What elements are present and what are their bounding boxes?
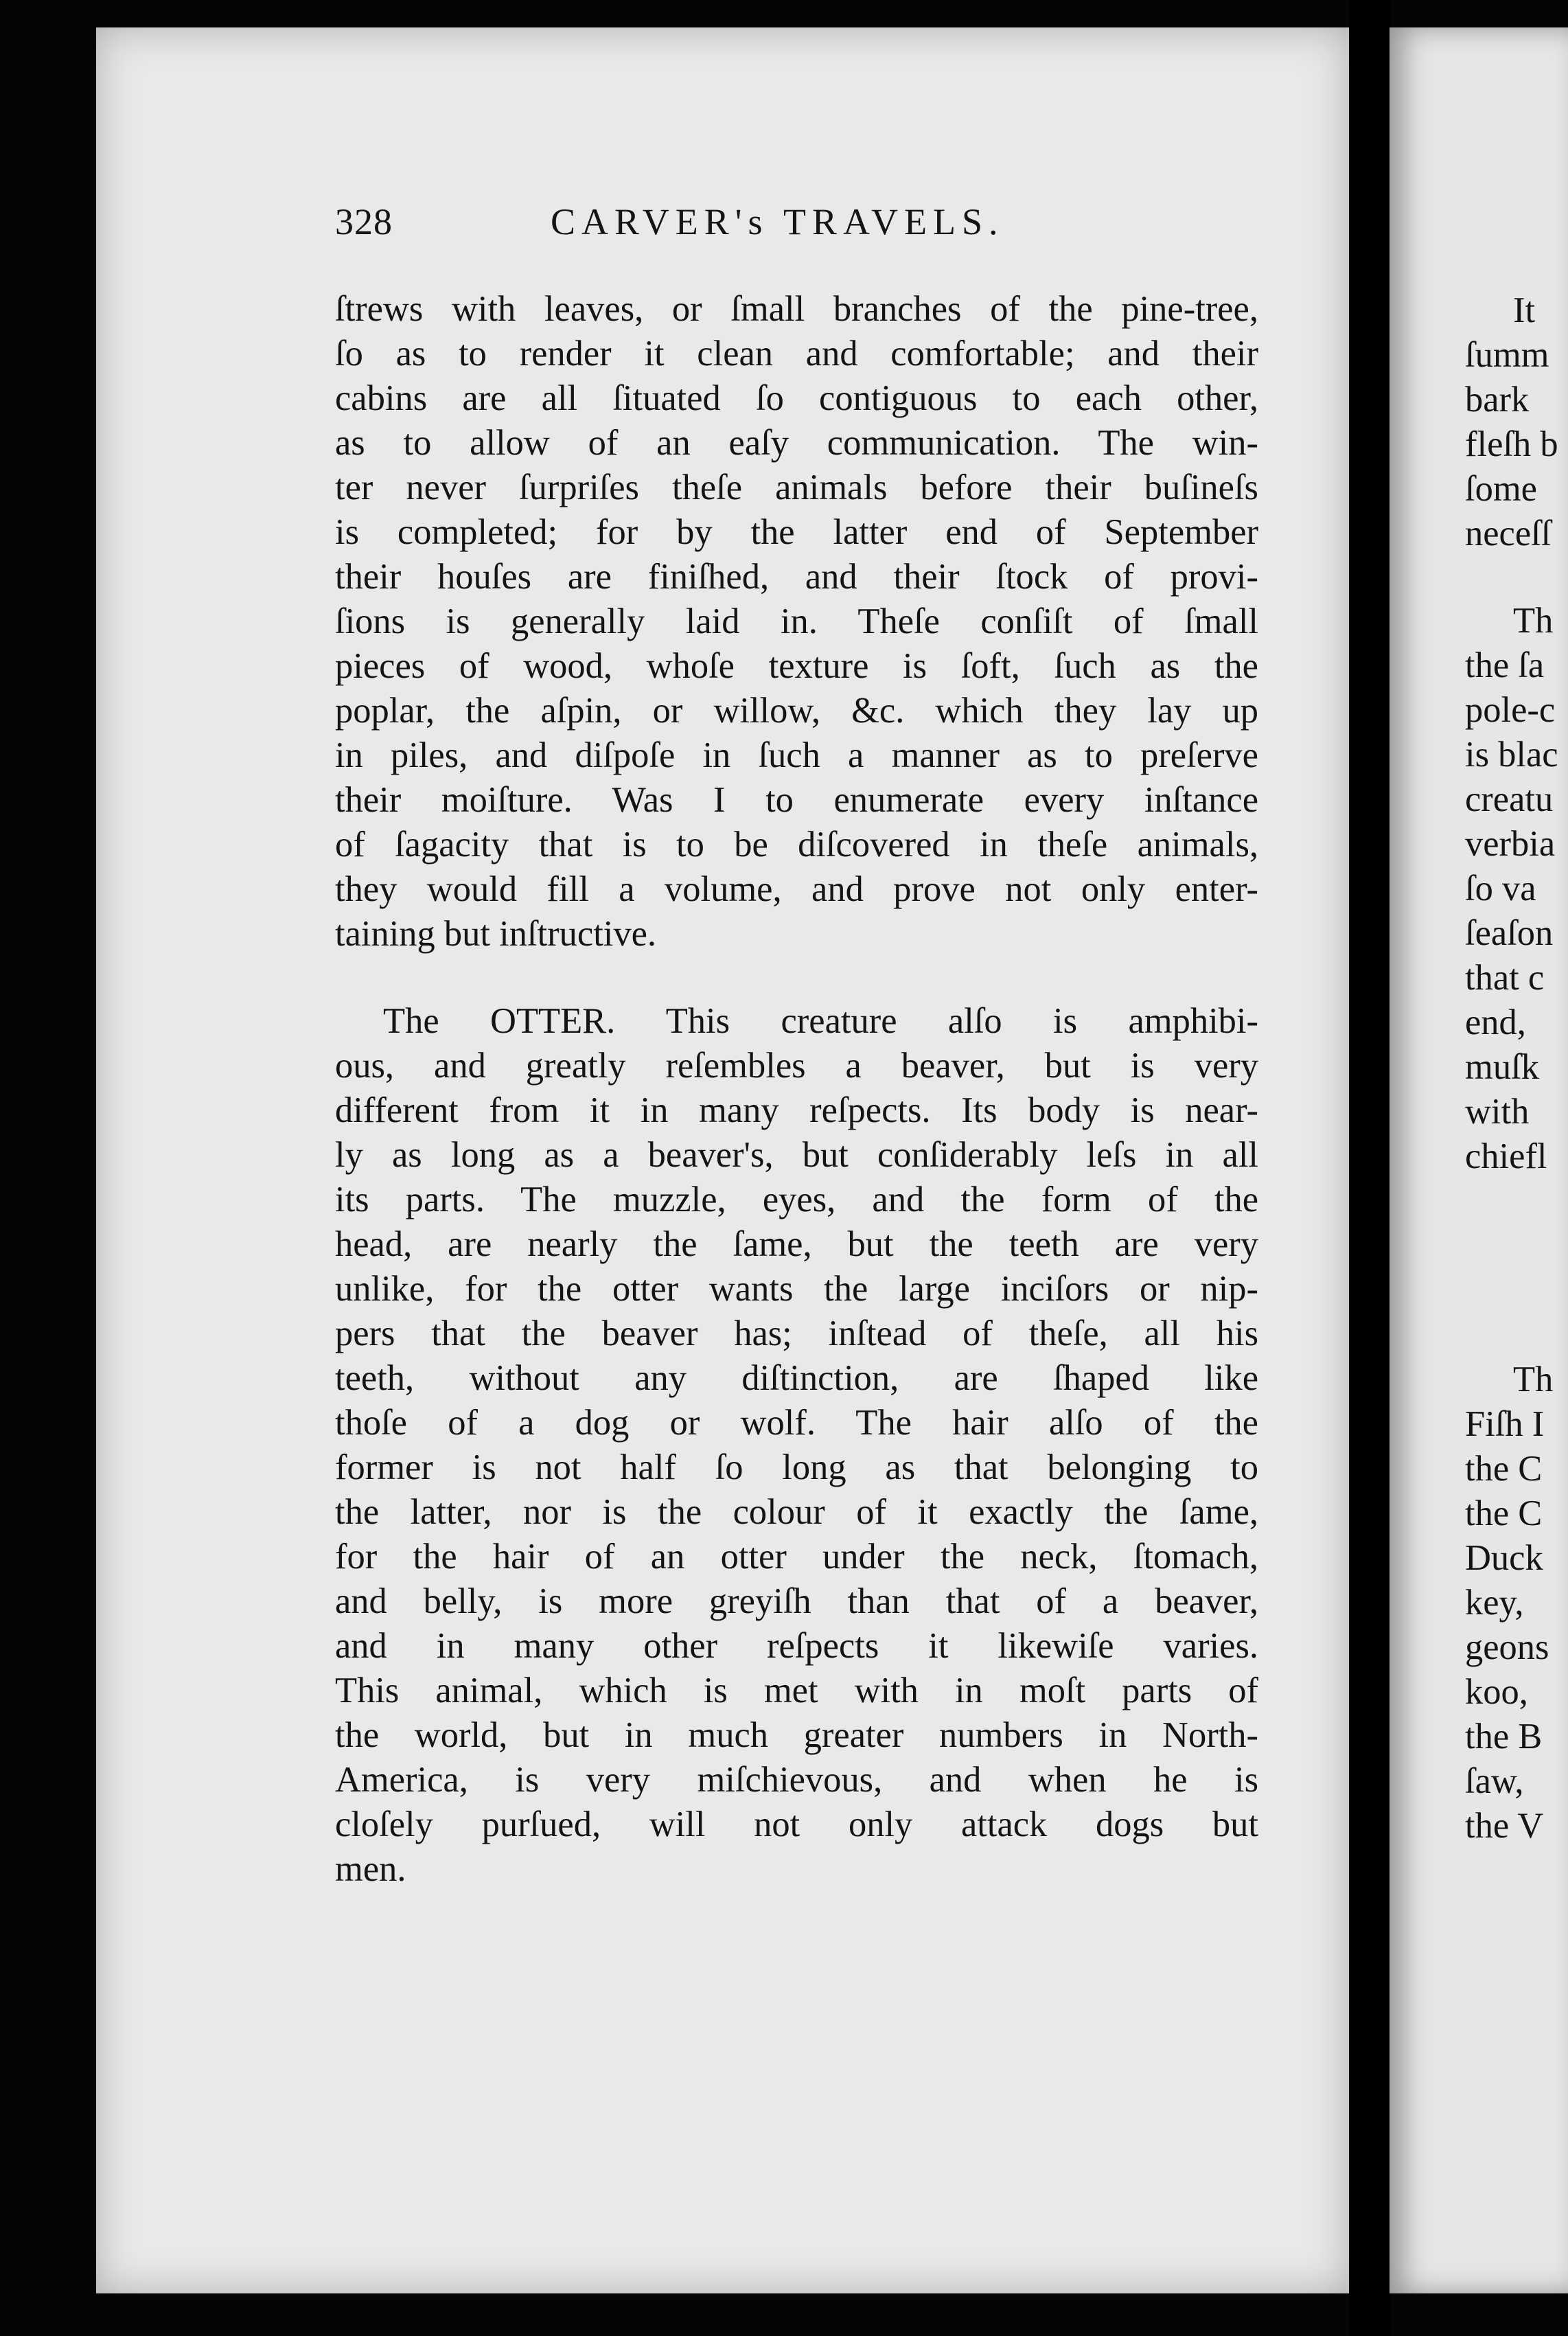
facing-text-line: ſeaſon bbox=[1465, 913, 1554, 953]
facing-text-line: Fiſh I bbox=[1465, 1404, 1545, 1444]
text-line: ly as long as a beaver's, but conſiderably leſs in all bbox=[335, 1135, 1258, 1175]
text-line: their houſes are finiſhed, and their ſtock of provi- bbox=[335, 557, 1258, 597]
facing-text-line: fleſh b bbox=[1465, 424, 1558, 464]
text-line: ſions is generally laid in. Theſe conſiſt of ſmall bbox=[335, 602, 1258, 641]
facing-text-line: bark bbox=[1465, 380, 1530, 420]
facing-text-line: the V bbox=[1465, 1806, 1544, 1846]
text-line: cloſely purſued, will not only attack dogs but bbox=[335, 1805, 1258, 1844]
text-line: teeth, without any diſtinction, are ſhaped like bbox=[335, 1358, 1258, 1398]
facing-text-line: the C bbox=[1465, 1449, 1543, 1489]
facing-text-line: Th bbox=[1513, 1360, 1554, 1399]
text-line: the latter, nor is the colour of it exactly the ſame, bbox=[335, 1492, 1258, 1532]
text-line: its parts. The muzzle, eyes, and the form of the bbox=[335, 1180, 1258, 1219]
paragraph-beaver-continued bbox=[335, 287, 1258, 957]
facing-text-line: key, bbox=[1465, 1583, 1524, 1623]
facing-text-line: verbia bbox=[1465, 824, 1556, 864]
text-line: they would fill a volume, and prove not only enter- bbox=[335, 869, 1258, 909]
text-line: pers that the beaver has; inſtead of theſe, all his bbox=[335, 1314, 1258, 1353]
text-line: taining but inſtructive. bbox=[335, 914, 657, 954]
facing-text-line: the C bbox=[1465, 1493, 1543, 1533]
book-gutter bbox=[1349, 0, 1390, 2336]
page-header bbox=[335, 201, 1255, 249]
facing-text-line: end, bbox=[1465, 1003, 1526, 1042]
text-line: their moiſture. Was I to enumerate every inſtance bbox=[335, 780, 1258, 820]
text-line: for the hair of an otter under the neck, ſtomach, bbox=[335, 1537, 1258, 1577]
text-line: and in many other reſpects it likewiſe varies. bbox=[335, 1626, 1258, 1666]
facing-text-line: geons bbox=[1465, 1627, 1549, 1667]
facing-text-line: Duck bbox=[1465, 1538, 1543, 1578]
text-line: head, are nearly the ſame, but the teeth are very bbox=[335, 1224, 1258, 1264]
text-line: poplar, the aſpin, or willow, &c. which they lay up bbox=[335, 691, 1258, 731]
text-line: cabins are all ſituated ſo contiguous to each other, bbox=[335, 378, 1258, 418]
text-line: in piles, and diſpoſe in ſuch a manner as to preſerve bbox=[335, 735, 1258, 775]
paragraph-otter bbox=[335, 999, 1258, 1892]
facing-text-line: chiefl bbox=[1465, 1136, 1547, 1176]
facing-text-line: creatu bbox=[1465, 779, 1554, 819]
text-line: ter never ſurpriſes theſe animals before their buſineſs bbox=[335, 468, 1258, 507]
text-line: ous, and greatly reſembles a beaver, but is very bbox=[335, 1046, 1258, 1086]
facing-text-line: the B bbox=[1465, 1717, 1543, 1756]
running-head: CARVER's TRAVELS. bbox=[551, 201, 1004, 242]
text-line: different from it in many reſpects. Its body is near- bbox=[335, 1090, 1258, 1130]
facing-text-line: pole-c bbox=[1465, 690, 1556, 730]
book-page-right bbox=[1390, 27, 1568, 2293]
text-line: The OTTER. This creature alſo is amphibi- bbox=[383, 1001, 1258, 1041]
facing-text-line: ſumm bbox=[1465, 335, 1549, 375]
text-line: men. bbox=[335, 1849, 406, 1889]
text-line: America, is very miſchievous, and when he is bbox=[335, 1760, 1258, 1800]
page-number: 328 bbox=[335, 201, 393, 242]
text-line: pieces of wood, whoſe texture is ſoft, ſuch as the bbox=[335, 646, 1258, 686]
facing-text-line: neceſſ bbox=[1465, 514, 1552, 553]
facing-page-block-3 bbox=[1465, 1358, 1553, 1848]
facing-text-line: Th bbox=[1513, 601, 1554, 641]
text-line: and belly, is more greyiſh than that of a beaver, bbox=[335, 1581, 1258, 1621]
text-line: former is not half ſo long as that belonging to bbox=[335, 1447, 1258, 1487]
facing-page-block-1 bbox=[1465, 288, 1558, 556]
text-line: This animal, which is met with in moſt parts of bbox=[335, 1671, 1258, 1710]
text-line: the world, but in much greater numbers in North- bbox=[335, 1715, 1258, 1755]
facing-text-line: koo, bbox=[1465, 1672, 1528, 1712]
facing-text-line: the ſa bbox=[1465, 645, 1545, 685]
text-line: is completed; for by the latter end of September bbox=[335, 512, 1258, 552]
facing-text-line: ſome bbox=[1465, 469, 1537, 509]
text-line: ſtrews with leaves, or ſmall branches of the pine-tree, bbox=[335, 289, 1258, 329]
facing-page-block-2 bbox=[1465, 599, 1558, 1179]
facing-text-line: with bbox=[1465, 1092, 1530, 1132]
facing-text-line: It bbox=[1513, 290, 1536, 330]
text-line: of ſagacity that is to be diſcovered in theſe animals, bbox=[335, 825, 1258, 864]
text-line: ſo as to render it clean and comfortable; and their bbox=[335, 334, 1258, 374]
facing-text-line: is blac bbox=[1465, 735, 1558, 775]
facing-text-line: muſk bbox=[1465, 1047, 1539, 1087]
text-line: unlike, for the otter wants the large inciſors or nip- bbox=[335, 1269, 1258, 1309]
text-line: as to allow of an eaſy communication. The win- bbox=[335, 423, 1258, 463]
text-line: thoſe of a dog or wolf. The hair alſo of the bbox=[335, 1403, 1258, 1443]
facing-text-line: ſo va bbox=[1465, 869, 1536, 908]
facing-text-line: ſaw, bbox=[1465, 1761, 1524, 1801]
facing-text-line: that c bbox=[1465, 958, 1545, 998]
